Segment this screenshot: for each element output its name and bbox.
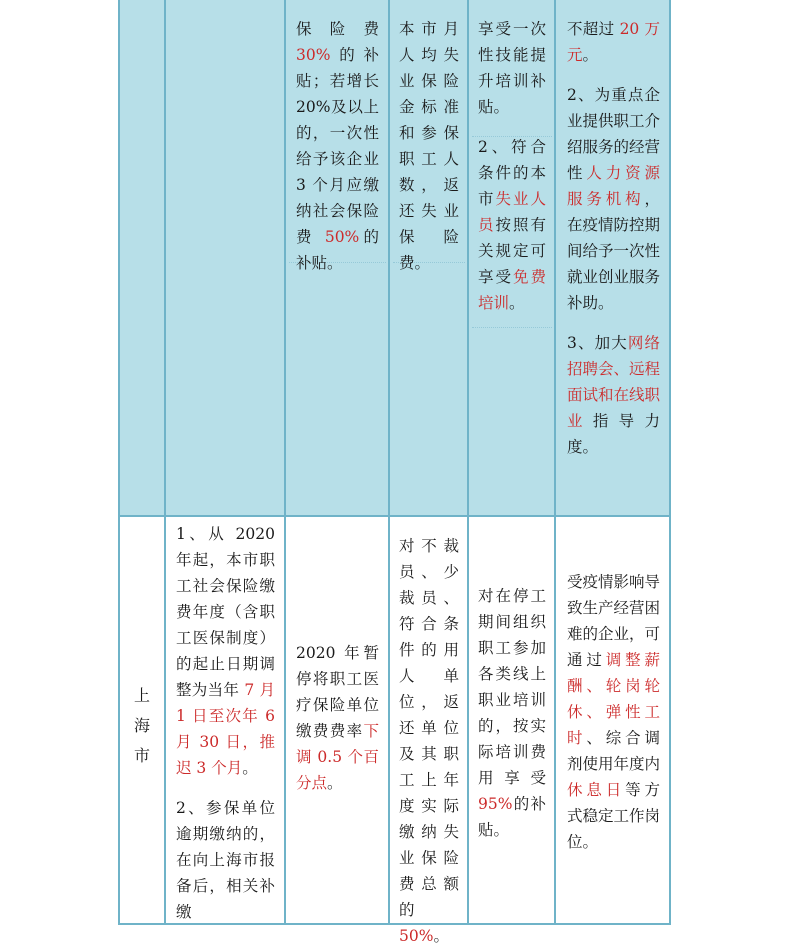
paragraph	[478, 134, 546, 316]
highlight-text: 人力资源服务机构	[567, 164, 660, 208]
paragraph	[296, 640, 379, 796]
paragraph	[567, 16, 660, 68]
row1-col6-cell	[556, 0, 671, 515]
body-text: 2、参保单位逾期缴纳的，在向上海市报备后，相关补缴	[176, 799, 275, 921]
row2-col2-text	[176, 521, 275, 925]
paragraph	[176, 521, 275, 781]
paragraph	[567, 82, 660, 316]
row2-region-cell	[118, 517, 164, 925]
highlight-text: 95%	[478, 795, 513, 813]
row2-col5-text	[478, 583, 546, 843]
row1-col5-text	[478, 16, 546, 316]
highlight-text: 20 万元	[567, 20, 660, 64]
row2-col5-cell	[469, 517, 555, 925]
body-text: 2020 年暂停将职工医疗保险单位缴费费率	[296, 644, 379, 740]
body-text: 指导力度。	[567, 412, 660, 456]
highlight-text: 下调 0.5 个百分点	[296, 722, 379, 792]
row2-col6-text	[567, 569, 660, 855]
body-text: 对不裁员、少裁员、符合条件的用人单位，返还单位及其职工上年度实际缴纳失业保险费总额的	[399, 537, 459, 919]
body-text: 。	[242, 759, 258, 777]
highlight-text: 调整薪酬、轮岗轮休、弹性工时	[567, 651, 660, 747]
row-divider	[118, 515, 671, 517]
paragraph	[296, 16, 379, 276]
body-text: 不超过	[567, 20, 620, 38]
grid-line	[118, 0, 120, 925]
row2-col2-cell	[166, 517, 285, 925]
body-text: 本市月人均失业保险金标准和参保职工人数，返还失业保险费。	[399, 20, 459, 272]
body-text: 保险费	[296, 20, 379, 38]
highlight-text: 网络招聘会、远程面试和在线职业	[567, 334, 661, 430]
table-bottom-border	[118, 923, 671, 925]
row1-col4-cell	[390, 0, 468, 515]
paragraph	[567, 569, 660, 855]
grid-line	[554, 0, 556, 925]
row1-col5-cell	[469, 0, 555, 515]
grid-line	[669, 0, 671, 925]
highlight-text: 7 月 1 日至次年 6 月 30 日，推迟 3 个月	[176, 681, 275, 777]
body-text: 3、加大	[567, 334, 628, 352]
highlight-text: 50%	[399, 927, 434, 945]
row2-col4-text	[399, 533, 459, 949]
row2-col3-text	[296, 640, 379, 796]
body-text: 等方式稳定工作岗位。	[567, 781, 661, 851]
grid-line	[467, 0, 469, 925]
highlight-text: 失业人员	[478, 190, 546, 234]
body-text: 对在停工期间组织职工参加各类线上职业培训的，按实际培训费用享受	[478, 587, 546, 787]
highlight-text: 休息日	[567, 781, 626, 799]
body-text: 的补贴。	[478, 795, 546, 839]
highlight-text: 30%	[296, 46, 331, 64]
paragraph	[399, 533, 459, 949]
paragraph	[176, 795, 275, 925]
highlight-text: 50%	[324, 228, 360, 246]
body-text: 2、符合条件的本市	[478, 138, 546, 208]
row2-col6-cell	[556, 517, 671, 925]
paragraph	[567, 330, 660, 460]
body-text: 按照有关规定可享受	[478, 216, 546, 286]
body-text: 、综合调剂使用年度内	[567, 729, 661, 773]
body-text: ，在疫情防控期间给予一次性就业创业服务补助。	[567, 190, 661, 312]
grid-line	[388, 0, 390, 925]
body-text: 1、从 2020 年起，本市职工社会保险缴费年度（含职工医保制度）的起止日期调整为当年	[176, 525, 275, 699]
body-text: 的补贴；若增长 20%及以上的，一次性给予该企业 3 个月应缴纳社会保险费	[296, 46, 379, 246]
body-text: 享受一次性技能提升培训补贴。	[478, 20, 546, 116]
body-text: 。	[509, 294, 525, 312]
body-text: 。	[582, 46, 599, 64]
body-text: 。	[327, 774, 343, 792]
row1-col4-text	[399, 16, 459, 276]
paragraph	[478, 583, 546, 843]
row1-col3-cell	[286, 0, 389, 515]
body-text: 。	[433, 927, 449, 945]
highlight-text: 免费培训	[478, 268, 546, 312]
grid-line	[284, 0, 286, 925]
body-text: 受疫情影响导致生产经营困难的企业，可通过	[567, 573, 661, 669]
body-text: 2、为重点企业提供职工介绍服务的经营性	[567, 86, 661, 182]
region-name: 上 海 市	[133, 686, 150, 765]
row2-col3-cell	[286, 517, 389, 925]
paragraph	[399, 16, 459, 276]
row1-col3-text	[296, 16, 379, 276]
row2-col4-cell	[390, 517, 468, 945]
policy-table	[118, 0, 671, 945]
body-text: 的补贴。	[296, 228, 379, 272]
paragraph	[478, 16, 546, 120]
grid-line	[164, 0, 166, 925]
row1-col6-text	[567, 16, 660, 460]
